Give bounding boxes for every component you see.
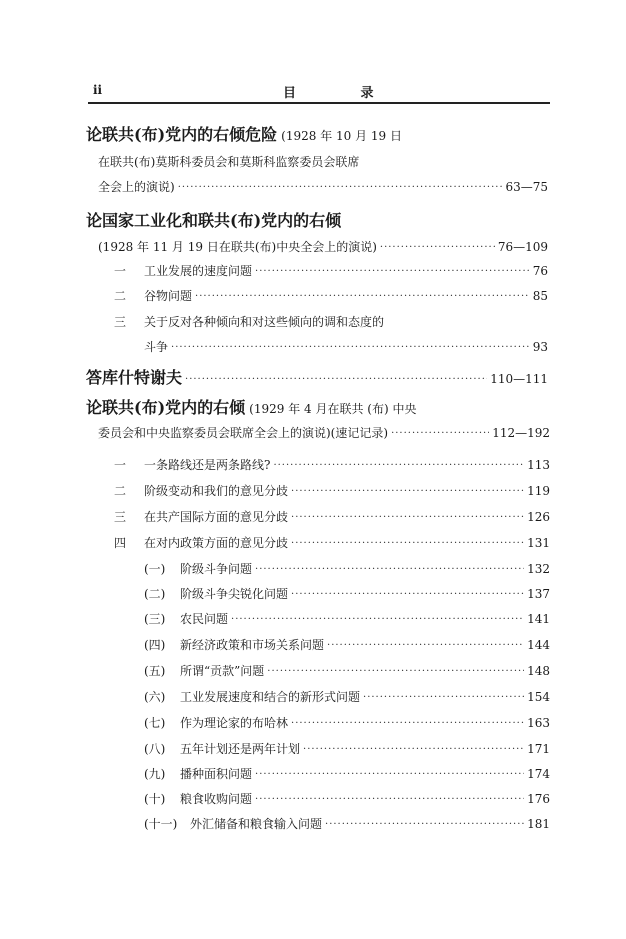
toc-item-page[interactable]: 85 — [532, 289, 548, 303]
toc-subsubitem[interactable] — [144, 560, 550, 577]
toc-subsubitem[interactable] — [144, 790, 550, 807]
toc-item-mark: 三 — [114, 315, 127, 329]
toc-subitem-cont[interactable] — [144, 338, 548, 355]
toc-entry-pages[interactable]: 110—111 — [490, 372, 548, 386]
toc-entry-title: 论国家工业化和联共(布)党内的右倾 — [86, 211, 342, 230]
toc-subitem-page[interactable]: 176 — [527, 792, 550, 806]
dot-leader — [195, 291, 530, 302]
toc-subsubitem[interactable] — [144, 714, 550, 731]
toc-item-page[interactable]: 126 — [527, 510, 550, 524]
toc-subsubitem[interactable] — [144, 662, 550, 679]
toc-entry-4-page-line[interactable] — [98, 424, 550, 441]
toc-entry-pages[interactable]: 63—75 — [505, 180, 548, 194]
toc-subitem-page[interactable]: 171 — [527, 742, 550, 756]
toc-subitem-mark: (一) — [144, 562, 166, 576]
toc-subitem-page[interactable]: 141 — [527, 612, 550, 626]
toc-subitem[interactable] — [114, 508, 550, 525]
toc-item-mark: 一 — [114, 264, 127, 278]
dot-leader — [255, 266, 530, 277]
header-rule — [88, 102, 550, 104]
header-title: 目 录 — [283, 86, 404, 101]
toc-entry-2-page-line[interactable] — [98, 238, 548, 255]
toc-subitem[interactable] — [114, 456, 550, 473]
toc-subitem-label: 播种面积问题 — [180, 767, 253, 781]
toc-subitem-page[interactable]: 148 — [527, 664, 550, 678]
toc-item-cont: 斗争 — [144, 340, 169, 354]
toc-item-label: 工业发展的速度问题 — [144, 264, 253, 278]
dot-leader — [380, 242, 495, 253]
toc-subitem-label: 所谓“贡款”问题 — [180, 664, 265, 678]
toc-subitem-mark: (四) — [144, 638, 166, 652]
toc-subitem-label: 阶级斗争问题 — [180, 562, 253, 576]
dot-leader — [231, 614, 524, 625]
toc-subitem-label: 作为理论家的布哈林 — [180, 716, 289, 730]
toc-item-mark: 一 — [114, 458, 127, 472]
dot-leader — [185, 374, 487, 385]
dot-leader — [255, 564, 524, 575]
toc-subsubitem[interactable] — [144, 610, 550, 627]
toc-subitem-page[interactable]: 181 — [527, 817, 550, 831]
toc-subitem-mark: (二) — [144, 587, 166, 601]
toc-subitem-mark: (九) — [144, 767, 166, 781]
toc-subsubitem[interactable] — [144, 636, 550, 653]
dot-leader — [291, 718, 524, 729]
toc-subitem-mark: (七) — [144, 716, 166, 730]
toc-subitem-label: 外汇储备和粮食输入问题 — [190, 817, 323, 831]
toc-subitem-page[interactable]: 154 — [527, 690, 550, 704]
toc-subitem-page[interactable]: 163 — [527, 716, 550, 730]
dot-leader — [291, 512, 524, 523]
toc-subsubitem[interactable] — [144, 815, 550, 832]
toc-entry-4-title-line[interactable] — [86, 395, 416, 418]
toc-item-label: 在共产国际方面的意见分歧 — [144, 510, 289, 524]
toc-subitem[interactable] — [114, 262, 548, 279]
toc-item-mark: 二 — [114, 484, 127, 498]
toc-item-label: 在对内政策方面的意见分歧 — [144, 536, 289, 550]
toc-item-page[interactable]: 119 — [527, 484, 550, 498]
dot-leader — [303, 744, 524, 755]
toc-subitem-mark: (五) — [144, 664, 166, 678]
toc-subsubitem[interactable] — [144, 740, 550, 757]
toc-entry-pages[interactable]: 76—109 — [497, 240, 548, 254]
toc-entry-pages[interactable]: 112—192 — [492, 426, 550, 440]
toc-subitem-mark: (六) — [144, 690, 166, 704]
toc-entry-3-line[interactable] — [86, 365, 548, 388]
toc-entry-title: 答库什特谢夫 — [86, 368, 183, 387]
toc-entry-1-cont-line — [98, 153, 359, 170]
toc-item-label: 阶级变动和我们的意见分歧 — [144, 484, 289, 498]
toc-subsubitem[interactable] — [144, 585, 550, 602]
toc-subitem[interactable] — [114, 534, 550, 551]
toc-entry-2-title-line[interactable] — [86, 208, 341, 231]
dot-leader — [171, 342, 530, 353]
toc-subitem-mark: (三) — [144, 612, 166, 626]
toc-subitem[interactable] — [114, 313, 384, 330]
toc-subitem-label: 农民问题 — [180, 612, 229, 626]
toc-subitem[interactable] — [114, 482, 550, 499]
toc-entry-title: 论联共(布)党内的右倾危险 — [86, 125, 278, 144]
toc-subitem[interactable] — [114, 287, 548, 304]
toc-item-label: 谷物问题 — [144, 289, 193, 303]
dot-leader — [178, 182, 503, 193]
dot-leader — [327, 640, 524, 651]
toc-entry-cont: 委员会和中央监察委员会联席全会上的演说)(速记记录) — [98, 426, 389, 440]
toc-subitem-page[interactable]: 174 — [527, 767, 550, 781]
toc-subitem-page[interactable]: 144 — [527, 638, 550, 652]
dot-leader — [267, 666, 524, 677]
dot-leader — [391, 428, 489, 439]
toc-entry-note: (1928 年 10 月 19 日 — [281, 129, 402, 143]
toc-subitem-mark: (八) — [144, 742, 166, 756]
toc-subitem-page[interactable]: 137 — [527, 587, 550, 601]
dot-leader — [255, 769, 524, 780]
toc-item-label: 关于反对各种倾向和对这些倾向的调和态度的 — [144, 315, 385, 329]
toc-subitem-label: 新经济政策和市场关系问题 — [180, 638, 325, 652]
toc-item-mark: 三 — [114, 510, 127, 524]
toc-entry-cont: (1928 年 11 月 19 日在联共(布)中央全会上的演说) — [98, 240, 377, 254]
dot-leader — [255, 794, 524, 805]
toc-subitem-page[interactable]: 132 — [527, 562, 550, 576]
toc-entry-1-page-line[interactable] — [98, 178, 548, 195]
dot-leader — [291, 486, 524, 497]
toc-item-page[interactable]: 93 — [532, 340, 548, 354]
toc-subitem-mark: (十) — [144, 792, 166, 806]
toc-subitem-mark: (十一) — [144, 817, 178, 831]
dot-leader — [325, 819, 524, 830]
toc-item-mark: 四 — [114, 536, 127, 550]
header-page-number: ii — [93, 83, 103, 97]
toc-entry-cont: 在联共(布)莫斯科委员会和莫斯科监察委员会联席 — [98, 155, 360, 169]
toc-subitem-label: 粮食收购问题 — [180, 792, 253, 806]
dot-leader — [273, 460, 524, 471]
dot-leader — [291, 589, 524, 600]
toc-item-page[interactable]: 76 — [532, 264, 548, 278]
toc-entry-1-title-line[interactable] — [86, 122, 402, 145]
toc-item-page[interactable]: 131 — [527, 536, 550, 550]
toc-subitem-label: 阶级斗争尖锐化问题 — [180, 587, 289, 601]
toc-item-label: 一条路线还是两条路线? — [144, 458, 271, 472]
toc-subitem-label: 五年计划还是两年计划 — [180, 742, 301, 756]
toc-subsubitem[interactable] — [144, 688, 550, 705]
toc-item-page[interactable]: 113 — [527, 458, 550, 472]
toc-entry-cont: 全会上的演说) — [98, 180, 175, 194]
dot-leader — [363, 692, 524, 703]
dot-leader — [291, 538, 524, 549]
toc-subitem-label: 工业发展速度和结合的新形式问题 — [180, 690, 361, 704]
toc-entry-note: (1929 年 4 月在联共 (布) 中央 — [249, 402, 417, 416]
toc-subsubitem[interactable] — [144, 765, 550, 782]
toc-item-mark: 二 — [114, 289, 127, 303]
toc-entry-title: 论联共(布)党内的右倾 — [86, 398, 246, 417]
